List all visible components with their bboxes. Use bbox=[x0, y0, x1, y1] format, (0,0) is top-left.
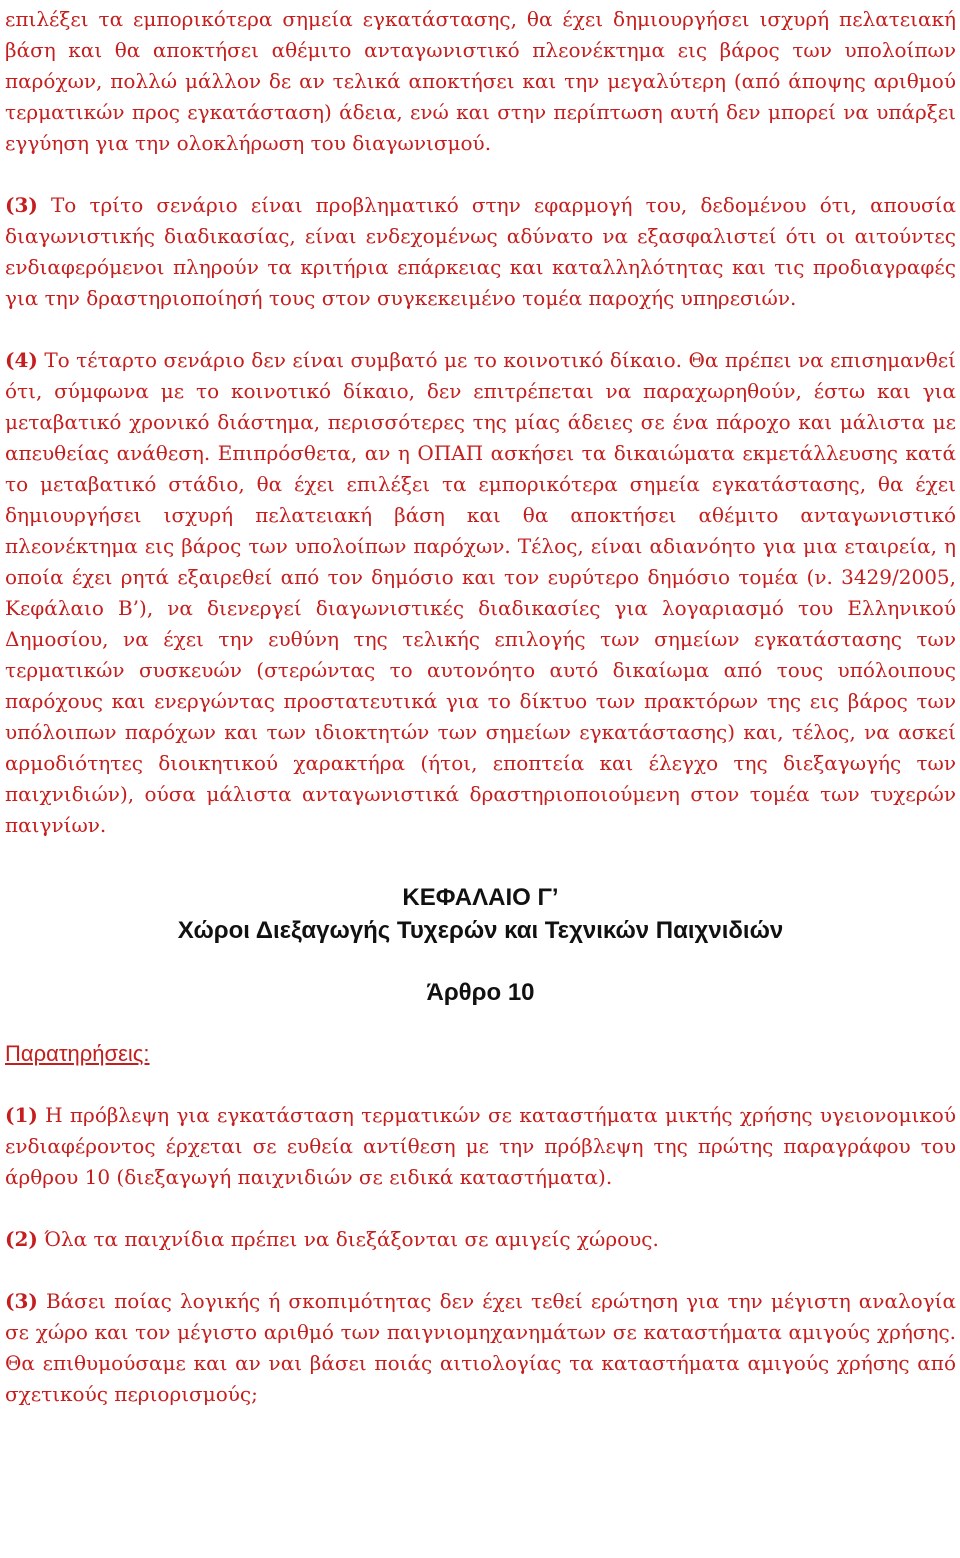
scenario-4-paragraph bbox=[5, 345, 956, 841]
note-2-number: (2) bbox=[5, 1227, 38, 1251]
note-3-paragraph bbox=[5, 1286, 956, 1410]
note-1-text: Η πρόβλεψη για εγκατάσταση τερματικών σε καταστήματα μικτής χρήσης υγειονομικού ενδιαφέροντος έρχεται σε ευθεία αντίθεση με την πρόβλεψη της πρώτης παραγράφου του άρθρου 10 (διεξαγωγή παιχνιδιών σε ειδικά καταστήματα). bbox=[5, 1103, 956, 1189]
note-2-paragraph bbox=[5, 1224, 956, 1255]
note-1-paragraph bbox=[5, 1100, 956, 1193]
article-title: Άρθρο 10 bbox=[426, 979, 535, 1006]
note-1-number: (1) bbox=[5, 1103, 38, 1127]
note-2-text: Όλα τα παιχνίδια πρέπει να διεξάξονται σε αμιγείς χώρους. bbox=[37, 1227, 659, 1251]
chapter-title: Χώροι Διεξαγωγής Τυχερών και Τεχνικών Παιχνιδιών bbox=[177, 917, 784, 944]
chapter-number: ΚΕΦΑΛΑΙΟ Γ’ bbox=[402, 884, 559, 911]
scenario-3-text: Το τρίτο σενάριο είναι προβληματικό στην εφαρμογή του, δεδομένου ότι, απουσία διαγωνιστικής διαδικασίας, είναι ενδεχομένως αδύνατο να εξασφαλιστεί ότι οι αιτούντες ενδιαφερόμενοι πληρούν τα κριτήρια επάρκειας και καταλληλότητας και τις προδιαγραφές για την δραστηριοποίησή τους στον συγκεκειμένο τομέα παροχής υπηρεσιών. bbox=[5, 193, 956, 310]
scenario-4-number: (4) bbox=[5, 348, 38, 372]
note-3-text: Βάσει ποίας λογικής ή σκοπιμότητας δεν έχει τεθεί ερώτηση για την μέγιστη αναλογία σε χώρο και τον μέγιστο αριθμό των παιγνιομηχανημάτων σε καταστήματα αμιγούς χρήσης. Θα επιθυμούσαμε και αν ναι βάσει ποιάς αιτιολογίας τα καταστήματα αμιγούς χρήσης από σχετικούς περιορισμούς; bbox=[5, 1289, 956, 1406]
scenario-4-text: Το τέταρτο σενάριο δεν είναι συμβατό με το κοινοτικό δίκαιο. Θα πρέπει να επισημανθεί ότι, σύμφωνα με το κοινοτικό δίκαιο, δεν επιτρέπεται να παραχωρηθούν, έστω και για μεταβατικό χρονικό διάστημα, περισσότερες της μίας άδειες σε ένα πάροχο και μάλιστα με απευθείας ανάθεση. Επιπρόσθετα, αν η ΟΠΑΠ ασκήσει τα δικαιώματα εκμετάλλευσης κατά το μεταβατικό στάδιο, θα έχει επιλέξει τα εμπορικότερα σημεία εγκατάστασης, θα έχει δημιουργήσει ισχυρή πελατειακή βάση και θα αποκτήσει αθέμιτο ανταγωνιστικό πλεονέκτημα εις βάρος των υπολοίπων παρόχων. Τέλος, είναι αδιανόητο για μια εταιρεία, η οποία έχει ρητά εξαιρεθεί από τον δημόσιο και τον ευρύτερο δημόσιο τομέα (ν. 3429/2005, Κεφάλαιο Β’), να διενεργεί διαγωνιστικές διαδικασίες για λογαριασμό του Ελληνικού Δημοσίου, να έχει την ευθύνη της τελικής επιλογής των σημείων εγκατάστασης των τερματικών συσκευών (στερώντας το αυτονόητο αυτό δικαίωμα από τους υπόλοιπους παρόχους και ενεργώντας προστατευτικά για το δίκτυο των πρακτόρων της εις βάρος των υπόλοιπων παρόχων και των ιδιοκτητών των σημείων εγκατάστασης) και, τέλος, να ασκεί αρμοδιότητες διοικητικού χαρακτήρα (ήτοι, εποπτεία και έλεγχο της διεξαγωγής των παιχνιδιών), ούσα μάλιστα ανταγωνιστικά δραστηριοποιούμενη στον τομέα των τυχερών παιγνίων. bbox=[5, 348, 956, 837]
note-3-number: (3) bbox=[5, 1289, 38, 1313]
scenario-3-paragraph bbox=[5, 190, 956, 314]
intro-paragraph: επιλέξει τα εμπορικότερα σημεία εγκατάστασης, θα έχει δημιουργήσει ισχυρή πελατειακή βάση και θα αποκτήσει αθέμιτο ανταγωνιστικό πλεονέκτημα εις βάρος των υπολοίπων παρόχων, πολλώ μάλλον δε αν τελικά αποκτήσει και την μεγαλύτερη (από άποψης αριθμού τερματικών προς εγκατάσταση) άδεια, ενώ και στην περίπτωση αυτή δεν μπορεί να υπάρξει εγγύηση για την ολοκλήρωση του διαγωνισμού. bbox=[5, 7, 956, 155]
scenario-3-number: (3) bbox=[5, 193, 38, 217]
notes-heading: Παρατηρήσεις: bbox=[5, 1041, 150, 1066]
